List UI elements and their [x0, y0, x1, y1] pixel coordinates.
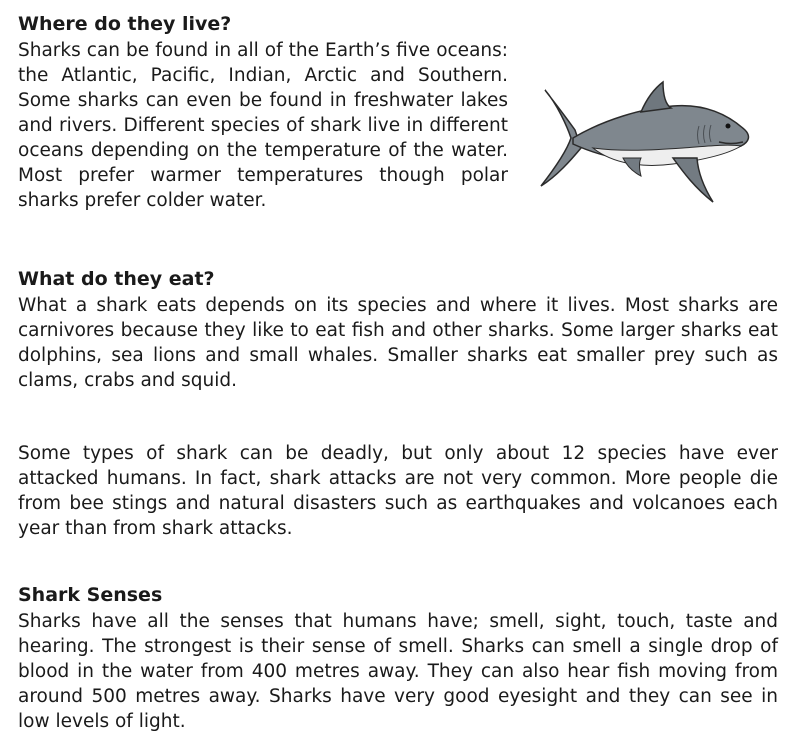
paragraph-shark-attacks: Some types of shark can be deadly, but only about 12 species have ever attacked humans. In fact, shark attacks are not very common. More people die from bee stings and natural disasters such as earthquakes and volcanoes each year than from shark attacks. [18, 443, 778, 539]
section-shark-senses [18, 581, 778, 734]
shark-pelvic-fin [623, 158, 641, 176]
heading-what-they-eat: What do they eat? [18, 268, 215, 290]
heading-shark-senses: Shark Senses [18, 584, 163, 606]
heading-where-they-live: Where do they live? [18, 13, 232, 35]
paragraph-what-they-eat: What a shark eats depends on its species and where it lives. Most sharks are carnivores because they like to eat fish and other sharks. Some larger sharks eat dolphins, sea lions and small whales. Smaller sharks eat smaller prey such as clams, crabs and squid. [18, 295, 778, 391]
document-page [18, 10, 778, 734]
paragraph-where-they-live: Sharks can be found in all of the Earth’s five oceans: the Atlantic, Pacific, Indian, Arctic and Southern. Some sharks can even be found in freshwater lakes and rivers. Different species of shark live in different oceans depending on the temperature of the water. Most prefer warmer temperatures though polar sharks prefer colder water. [18, 40, 508, 211]
shark-dorsal-fin [641, 82, 671, 112]
section-what-they-eat [18, 265, 778, 541]
paragraph-shark-senses: Sharks have all the senses that humans have; smell, sight, touch, taste and hearing. The strongest is their sense of smell. Sharks can smell a single drop of blood in the water from 400 metres away. They can also hear fish moving from around 500 metres away. Sharks have very good eyesight and they can see in low levels of light. [18, 611, 778, 732]
shark-pectoral-fin [673, 158, 713, 202]
shark-eye [726, 124, 731, 129]
section-where-they-live [18, 10, 778, 225]
shark-illustration-icon [523, 68, 763, 218]
